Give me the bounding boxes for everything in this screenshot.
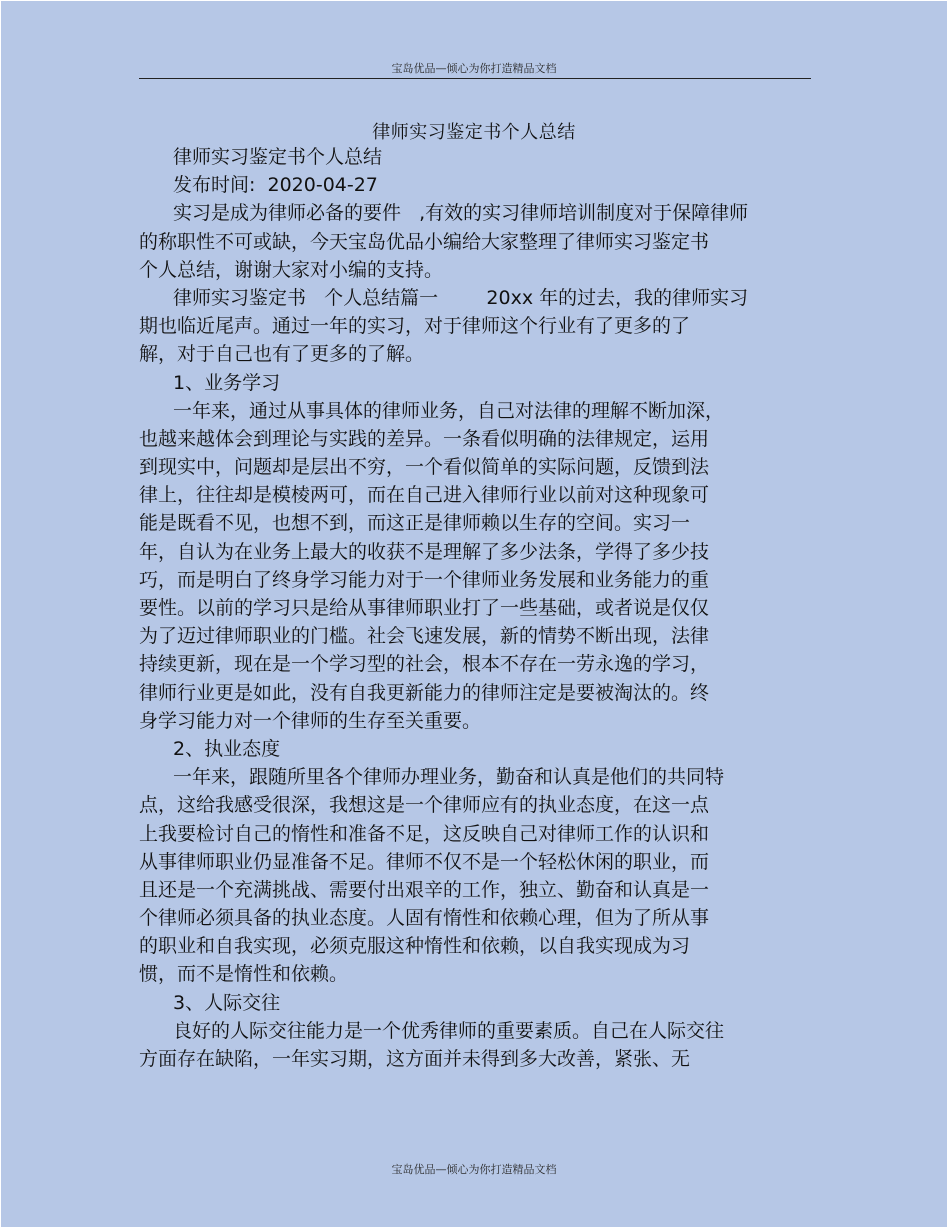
text-line: 上我要检讨自己的惰性和准备不足，这反映自己对律师工作的认识和 (139, 822, 710, 845)
text-line: 到现实中，问题却是层出不穷，一个看似简单的实际问题，反馈到法 (139, 456, 710, 479)
text-line: 且还是一个充满挑战、需要付出艰辛的工作，独立、勤奋和认真是一 (139, 878, 710, 901)
page-footer: 宝岛优品—倾心为你打造精品文档 (391, 1163, 557, 1176)
text-line: 发布时间: 2020-04-27 (173, 174, 378, 197)
text-line: 律师行业更是如此，没有自我更新能力的律师注定是要被淘汰的。终 (139, 681, 710, 704)
text-line: 点，这给我感受很深，我想这是一个律师应有的执业态度，在这一点 (139, 794, 710, 817)
text-line: 个律师必须具备的执业态度。人固有惰性和依赖心理，但为了所从事 (139, 907, 710, 930)
document-page (1, 1, 947, 1227)
document-body (139, 143, 789, 1073)
text-line: 为了迈过律师职业的门槛。社会飞速发展，新的情势不断出现，法律 (139, 625, 710, 648)
header-divider (139, 78, 811, 79)
text-line: 惯，而不是惰性和依赖。 (139, 963, 349, 986)
text-line: 3、人际交往 (173, 991, 281, 1014)
text-line: 年，自认为在业务上最大的收获不是理解了多少法条，学得了多少技 (139, 540, 710, 563)
text-line: 1、业务学习 (173, 371, 281, 394)
text-line: 巧，而是明白了终身学习能力对于一个律师业务发展和业务能力的重 (139, 568, 710, 591)
text-line: 解，对于自己也有了更多的了解。 (139, 343, 425, 366)
text-line: 实习是成为律师必备的要件 ,有效的实习律师培训制度对于保障律师 (173, 202, 749, 225)
page-header: 宝岛优品—倾心为你打造精品文档 (391, 62, 557, 75)
text-line: 律上，往往却是模棱两可，而在自己进入律师行业以前对这种现象可 (139, 484, 710, 507)
text-line: 要性。以前的学习只是给从事律师职业打了一些基础，或者说是仅仅 (139, 597, 710, 619)
text-line: 良好的人际交往能力是一个优秀律师的重要素质。自己在人际交往 (173, 1019, 725, 1042)
text-line: 期也临近尾声。通过一年的实习，对于律师这个行业有了更多的了 (139, 315, 691, 338)
text-line: 从事律师职业仍显准备不足。律师不仅不是一个轻松休闲的职业，而 (139, 850, 710, 873)
text-line: 的职业和自我实现，必须克服这种惰性和依赖，以自我实现成为习 (139, 935, 691, 958)
text-line: 个人总结，谢谢大家对小编的支持。 (139, 258, 444, 281)
document-title: 律师实习鉴定书个人总结 (372, 122, 576, 143)
text-line: 持续更新，现在是一个学习型的社会，根本不存在一劳永逸的学习， (139, 653, 710, 676)
text-line: 律师实习鉴定书 个人总结篇一 20xx 年的过去，我的律师实习 (173, 286, 749, 309)
text-line: 一年来，跟随所里各个律师办理业务，勤奋和认真是他们的共同特 (173, 766, 725, 789)
text-line: 一年来，通过从事具体的律师业务，自己对法律的理解不断加深， (173, 399, 725, 422)
text-line: 的称职性不可或缺，今天宝岛优品小编给大家整理了律师实习鉴定书 (139, 230, 710, 253)
text-line: 也越来越体会到理论与实践的差异。一条看似明确的法律规定，运用 (139, 427, 710, 450)
text-line: 身学习能力对一个律师的生存至关重要。 (139, 709, 482, 732)
text-line: 方面存在缺陷，一年实习期，这方面并未得到多大改善，紧张、无 (139, 1048, 691, 1070)
text-line: 能是既看不见，也想不到，而这正是律师赖以生存的空间。实习一 (139, 512, 691, 535)
text-line: 律师实习鉴定书个人总结 (173, 146, 383, 168)
text-line: 2、执业态度 (173, 737, 281, 760)
